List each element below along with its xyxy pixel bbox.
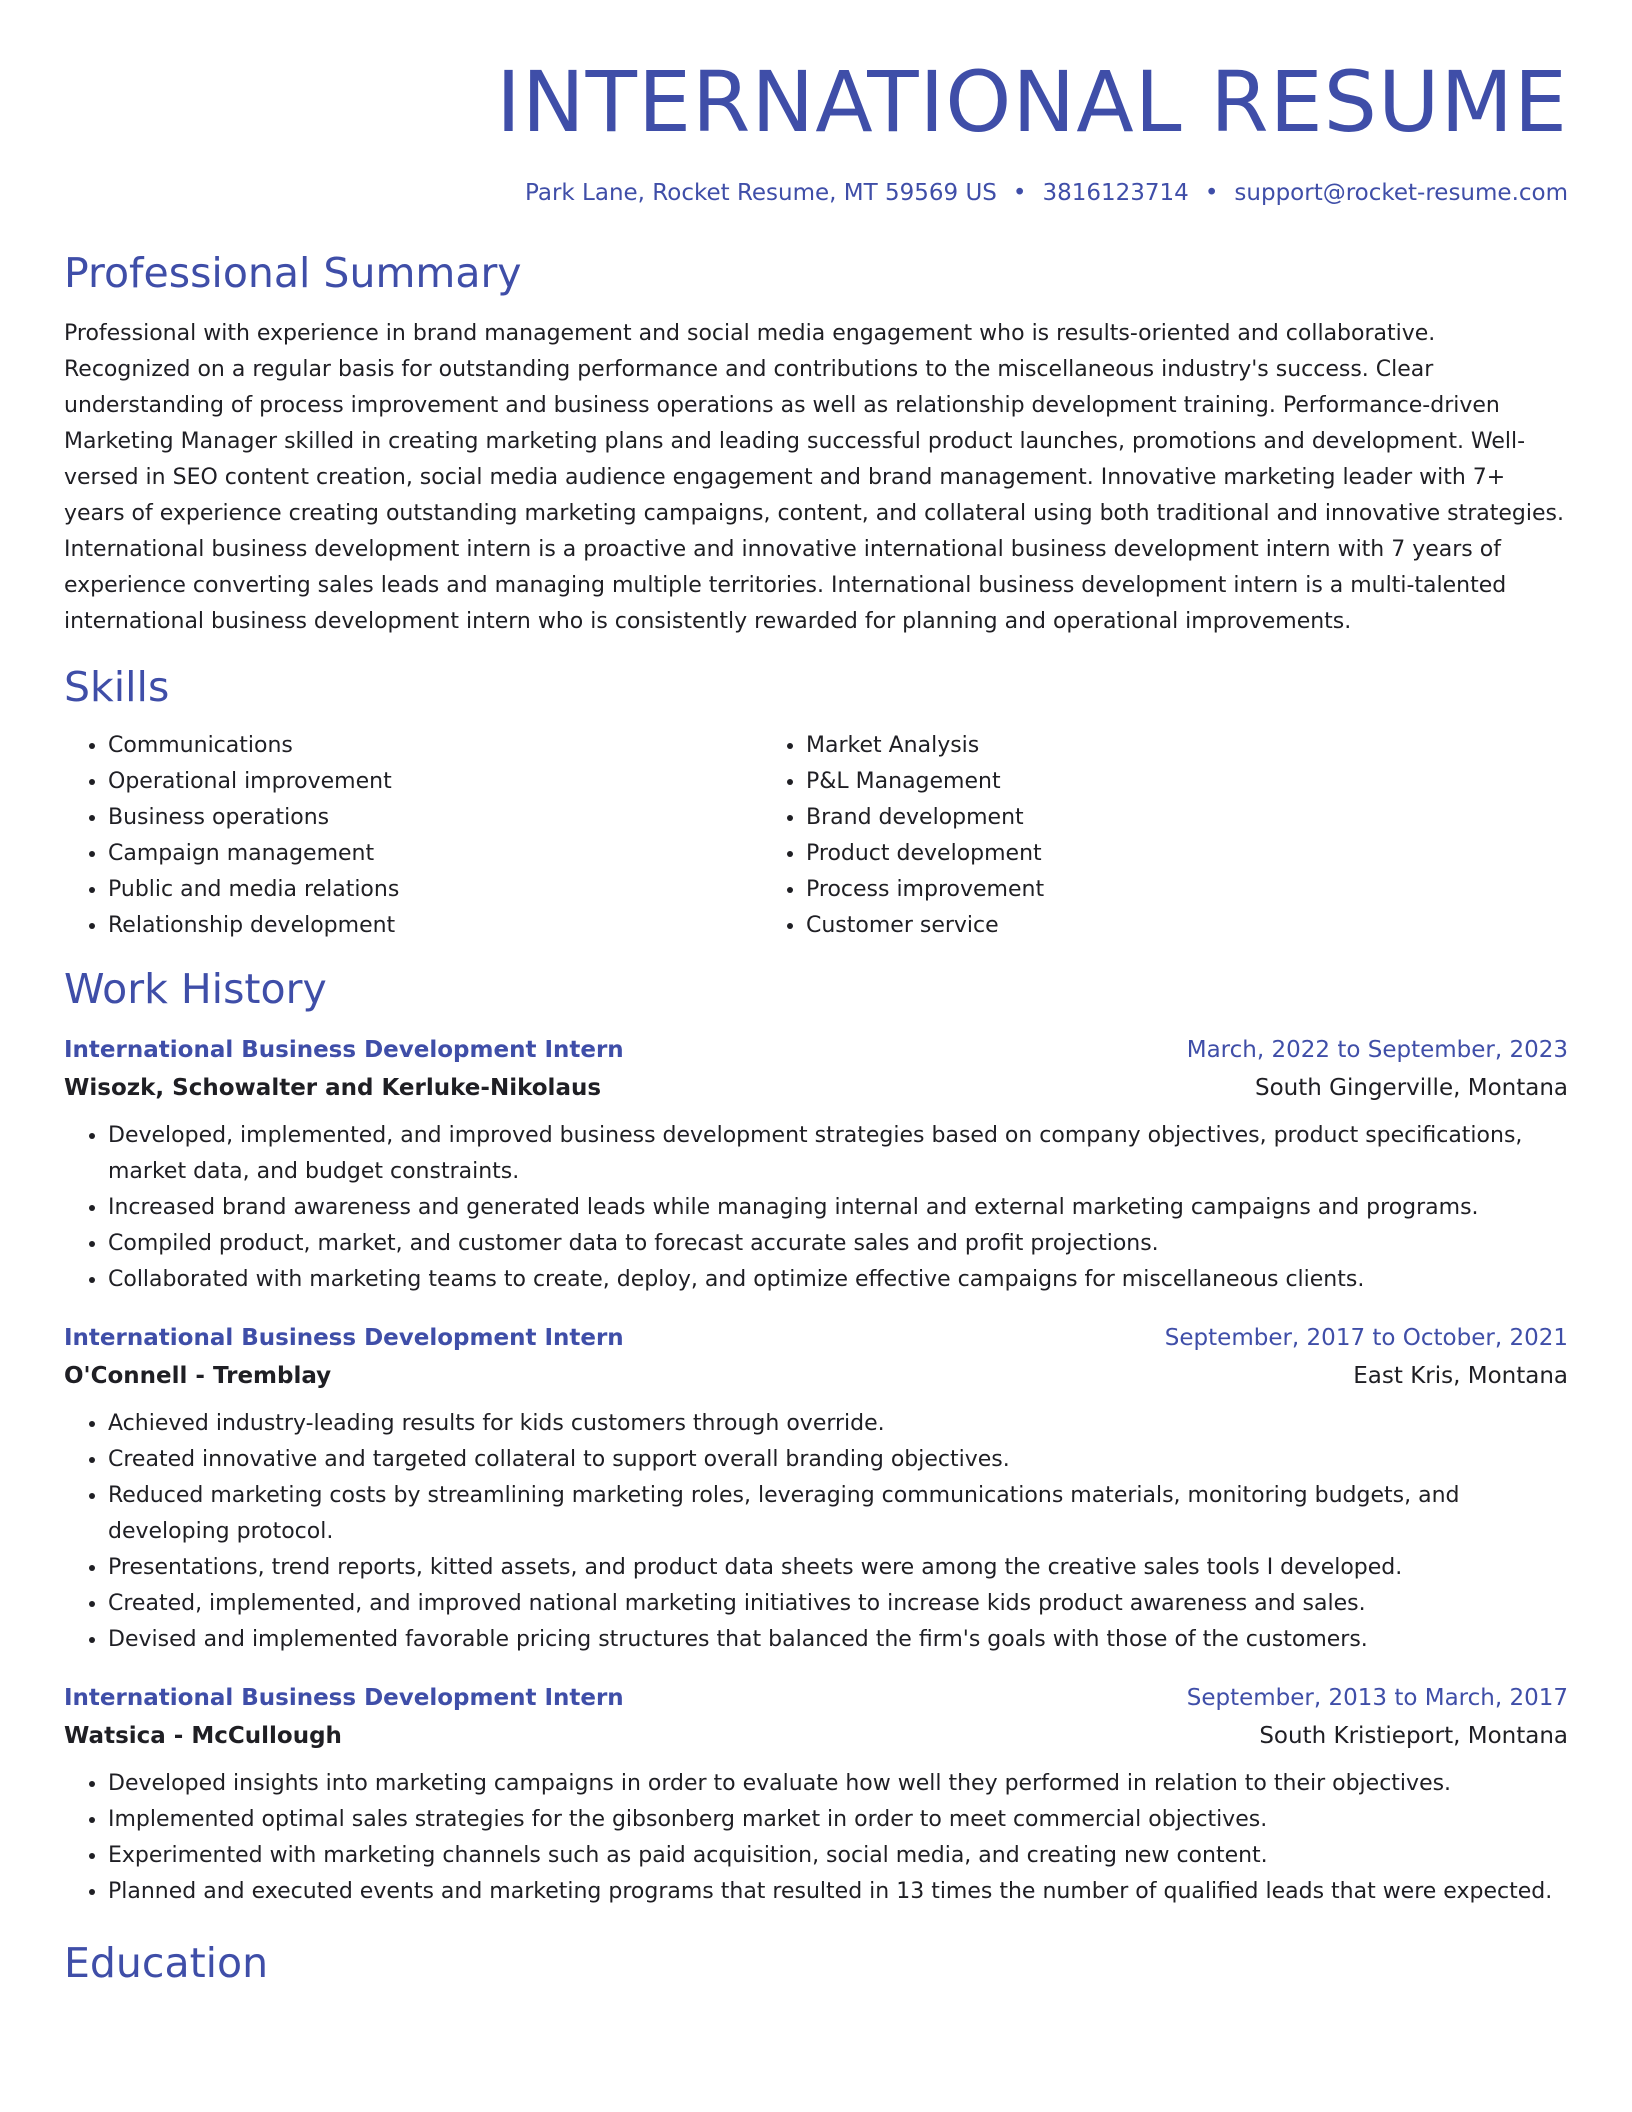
skills-column-right	[762, 728, 1460, 944]
skill-item: • Public and media relations	[108, 872, 762, 908]
summary-text: Professional with experience in brand management and social media engagement who is results-oriented and collaborative. Recognized on a regular basis for outstanding performance and contributions to the miscellaneous industry's success. Clear understanding of process improvement and business operations as well as relationship development training. Performance-driven Marketing Manager skilled in creating marketing plans and leading successful product launches, promotions and development. Well-versed in SEO content creation, social media audience engagement and brand management. Innovative marketing leader with 7+ years of experience creating outstanding marketing campaigns, content, and collateral using both traditional and innovative strategies. International business development intern is a proactive and innovative international business development intern with 7 years of experience converting sales leads and managing multiple territories. International business development intern is a multi-talented international business development intern who is consistently rewarded for planning and operational improvements.	[64, 321, 1564, 634]
skill-item: • Operational improvement	[108, 764, 762, 800]
contact-address: Park Lane, Rocket Resume, MT 59569 US	[525, 180, 997, 206]
contact-separator: •	[1204, 180, 1219, 206]
job-location: South Kristieport, Montana	[1259, 1723, 1568, 1749]
job-location: South Gingerville, Montana	[1255, 1075, 1568, 1101]
contact-separator: •	[1012, 180, 1027, 206]
job-bullet: • Planned and executed events and marketing programs that resulted in 13 times the number of qualified leads that were expected.	[108, 1874, 1568, 1910]
skills-list	[64, 728, 1568, 944]
skill-item: • Communications	[108, 728, 762, 764]
job-bullet: • Reduced marketing costs by streamlining marketing roles, leveraging communications materials, monitoring budgets, and developing protocol.	[108, 1478, 1568, 1550]
job-title: International Business Development Intern	[64, 1685, 624, 1711]
job-title: International Business Development Intern	[64, 1037, 624, 1063]
job-dates: March, 2022 to September, 2023	[1186, 1037, 1568, 1063]
job-bullet: • Experimented with marketing channels such as paid acquisition, social media, and creating new content.	[108, 1838, 1568, 1874]
contact-phone: 3816123714	[1042, 180, 1189, 206]
job-company-row	[64, 1720, 1568, 1752]
skills-heading: Skills	[64, 663, 170, 711]
job-bullet: • Developed insights into marketing campaigns in order to evaluate how well they performed in relation to their objectives.	[108, 1766, 1568, 1802]
work-history-heading: Work History	[64, 965, 327, 1013]
summary-heading: Professional Summary	[64, 249, 522, 297]
job-bullets	[64, 1766, 1568, 1910]
job-bullet: • Implemented optimal sales strategies for the gibsonberg market in order to meet commercial objectives.	[108, 1802, 1568, 1838]
job-bullet: • Presentations, trend reports, kitted assets, and product data sheets were among the creative sales tools I developed.	[108, 1550, 1568, 1586]
skill-item: • Product development	[806, 836, 1460, 872]
job-entry	[64, 1034, 1568, 1298]
skills-column-left	[64, 728, 762, 944]
job-bullet: • Collaborated with marketing teams to create, deploy, and optimize effective campaigns for miscellaneous clients.	[108, 1262, 1568, 1298]
job-location: East Kris, Montana	[1353, 1363, 1568, 1389]
job-dates: September, 2013 to March, 2017	[1186, 1685, 1568, 1711]
skill-item: • Relationship development	[108, 908, 762, 944]
skill-item: • Campaign management	[108, 836, 762, 872]
job-title: International Business Development Intern	[64, 1325, 624, 1351]
job-company-row	[64, 1072, 1568, 1104]
job-bullets	[64, 1118, 1568, 1298]
job-header-row	[64, 1322, 1568, 1354]
job-company-row	[64, 1360, 1568, 1392]
skill-item: • Market Analysis	[806, 728, 1460, 764]
job-bullet: • Devised and implemented favorable pricing structures that balanced the firm's goals with those of the customers.	[108, 1622, 1568, 1658]
job-entry	[64, 1322, 1568, 1658]
job-bullet: • Developed, implemented, and improved business development strategies based on company objectives, product specifications, market data, and budget constraints.	[108, 1118, 1568, 1190]
job-dates: September, 2017 to October, 2021	[1164, 1325, 1568, 1351]
job-bullet: • Achieved industry-leading results for kids customers through override.	[108, 1406, 1568, 1442]
skill-item: • Brand development	[806, 800, 1460, 836]
skill-item: • Process improvement	[806, 872, 1460, 908]
job-bullet: • Created innovative and targeted collateral to support overall branding objectives.	[108, 1442, 1568, 1478]
job-header-row	[64, 1682, 1568, 1714]
job-company: O'Connell - Tremblay	[64, 1363, 332, 1389]
skill-item: • Customer service	[806, 908, 1460, 944]
job-bullet: • Created, implemented, and improved national marketing initiatives to increase kids product awareness and sales.	[108, 1586, 1568, 1622]
contact-email: support@rocket-resume.com	[1234, 180, 1568, 206]
job-company: Wisozk, Schowalter and Kerluke-Nikolaus	[64, 1075, 602, 1101]
job-header-row	[64, 1034, 1568, 1066]
education-heading: Education	[64, 1939, 269, 1987]
skill-item: • Business operations	[108, 800, 762, 836]
contact-line	[64, 178, 1568, 208]
job-company: Watsica - McCullough	[64, 1723, 342, 1749]
job-entry	[64, 1682, 1568, 1910]
job-bullets	[64, 1406, 1568, 1658]
job-bullet: • Increased brand awareness and generated leads while managing internal and external marketing campaigns and programs.	[108, 1190, 1568, 1226]
resume-name: INTERNATIONAL RESUME	[496, 53, 1568, 151]
job-bullet: • Compiled product, market, and customer data to forecast accurate sales and profit projections.	[108, 1226, 1568, 1262]
skill-item: • P&L Management	[806, 764, 1460, 800]
resume-page	[64, 0, 1568, 1988]
